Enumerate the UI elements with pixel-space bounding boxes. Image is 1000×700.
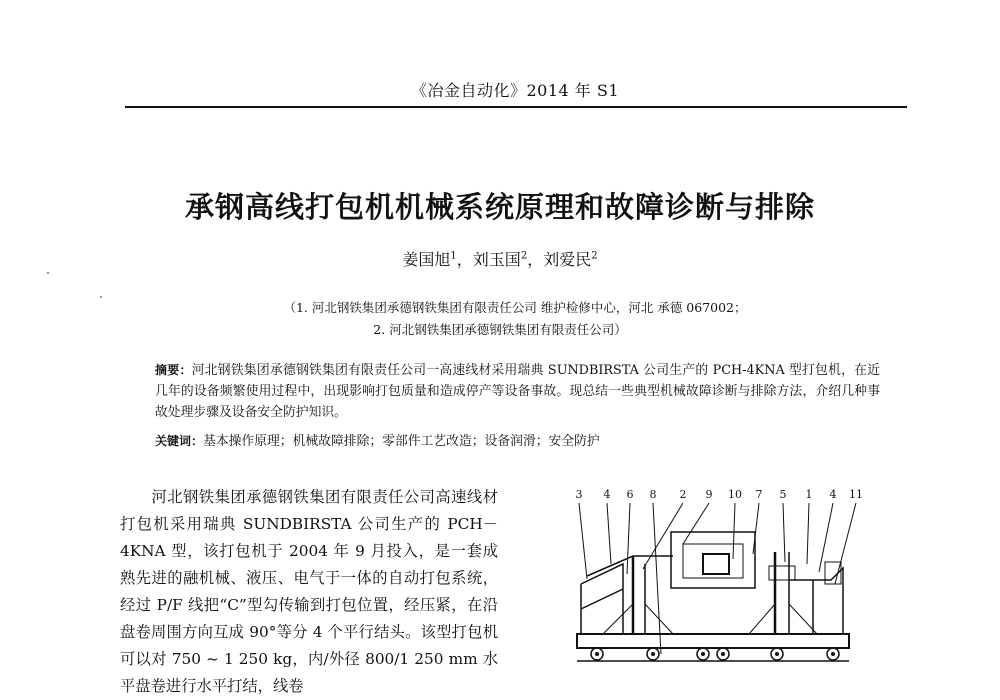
leader-line [579,503,587,579]
abstract-text: 河北钢铁集团承德钢铁集团有限责任公司一高速线材采用瑞典 SUNDBIRSTA 公司生产的 PCH-4KNA 型打包机，在近几年的设备频繁使用过程中，出现影响打包质量和造成停产等设备事故。现总结一些典型机械故障诊断与排除方法，介绍几种事故处理步骤及设备安全防护知识。 [155,363,880,420]
article-title: 承钢高线打包机机械系统原理和故障诊断与排除 [184,190,815,224]
binding-head-inner [683,544,743,578]
affiliation-line: （1. 河北钢铁集团承德钢铁集团有限责任公司 维护检修中心，河北 承德 067002； [283,300,747,315]
leader-line [683,503,709,544]
figure-label: 4 [603,488,611,501]
left-conveyor-frame [581,564,623,634]
wheel-hub [775,652,779,656]
figure-label: 9 [705,488,713,501]
wheel-hub [651,652,655,656]
header-rule [125,106,907,108]
figure-label: 11 [849,488,863,501]
abstract-label: 摘要： [155,363,192,377]
author-name: 刘玉国 [472,250,521,269]
wheel-hub [701,652,705,656]
left-brace [603,604,673,634]
author-separator: ， [456,250,473,269]
right-press-block [769,566,795,580]
figure-label: 7 [755,488,763,501]
author-name: 刘爱民 [543,250,592,269]
leader-line [643,503,683,569]
keywords-label: 关键词： [155,434,204,448]
wheel-hub [831,652,835,656]
figure-label: 3 [575,488,583,501]
figure-label: 4 [829,488,837,501]
figure-label: 6 [626,488,634,501]
author-affil-mark: 2 [520,250,528,262]
author-list [0,247,1000,270]
leader-line [733,503,735,559]
figure-label: 1 [805,488,813,501]
figure-label: 5 [779,488,787,501]
abstract [155,360,880,423]
keywords-text: 基本操作原理；机械故障排除；零部件工艺改造；设备润滑；安全防护 [203,434,600,449]
figure-label: 2 [679,488,687,501]
leader-line [783,503,785,562]
keywords [155,430,880,449]
author-name: 姜国旭 [402,250,451,269]
binding-head-frame [671,532,755,588]
figure-label: 10 [728,488,742,501]
leader-line [653,503,661,654]
body-paragraph [120,484,498,700]
leader-line [627,503,630,574]
base-frame [577,634,849,648]
leader-line [607,503,611,564]
body-paragraph-text: 河北钢铁集团承德钢铁集团有限责任公司高速线材打包机采用瑞典 SUNDBIRSTA 公司生产的 PCH－4KNA 型，该打包机于 2004 年 9 月投入，是一套成熟先进的融机械、液压、电气于一体的自动打包系统，经过 P/F 线把“C”型勾传输到打包位置，经压紧，在沿盘卷周围方向互成 90°等分 4 个平行结头。该型打包机可以对 750 ~ 1 250 kg，内/外径 800/1 250 mm 水平盘卷进行水平打结，线卷 [120,488,498,695]
right-conveyor-frame [789,568,843,634]
affiliation-line: 2. 河北钢铁集团承德钢铁集团有限责任公司） [373,322,627,337]
figure-label: 8 [649,488,657,501]
coil-compressor [703,554,729,574]
leader-line [753,503,759,554]
author-separator: ， [527,250,544,269]
right-brace [749,604,817,634]
upper-rail [587,556,673,576]
author-affil-mark: 1 [450,250,457,262]
wheel-hub [721,652,725,656]
author-affil-mark: 2 [591,250,598,262]
machine-schematic-figure [563,484,863,684]
wheel-hub [595,652,599,656]
margin-mark [47,272,49,274]
journal-header: 《冶金自动化》2014 年 S1 [410,81,620,100]
leader-line [807,503,809,564]
